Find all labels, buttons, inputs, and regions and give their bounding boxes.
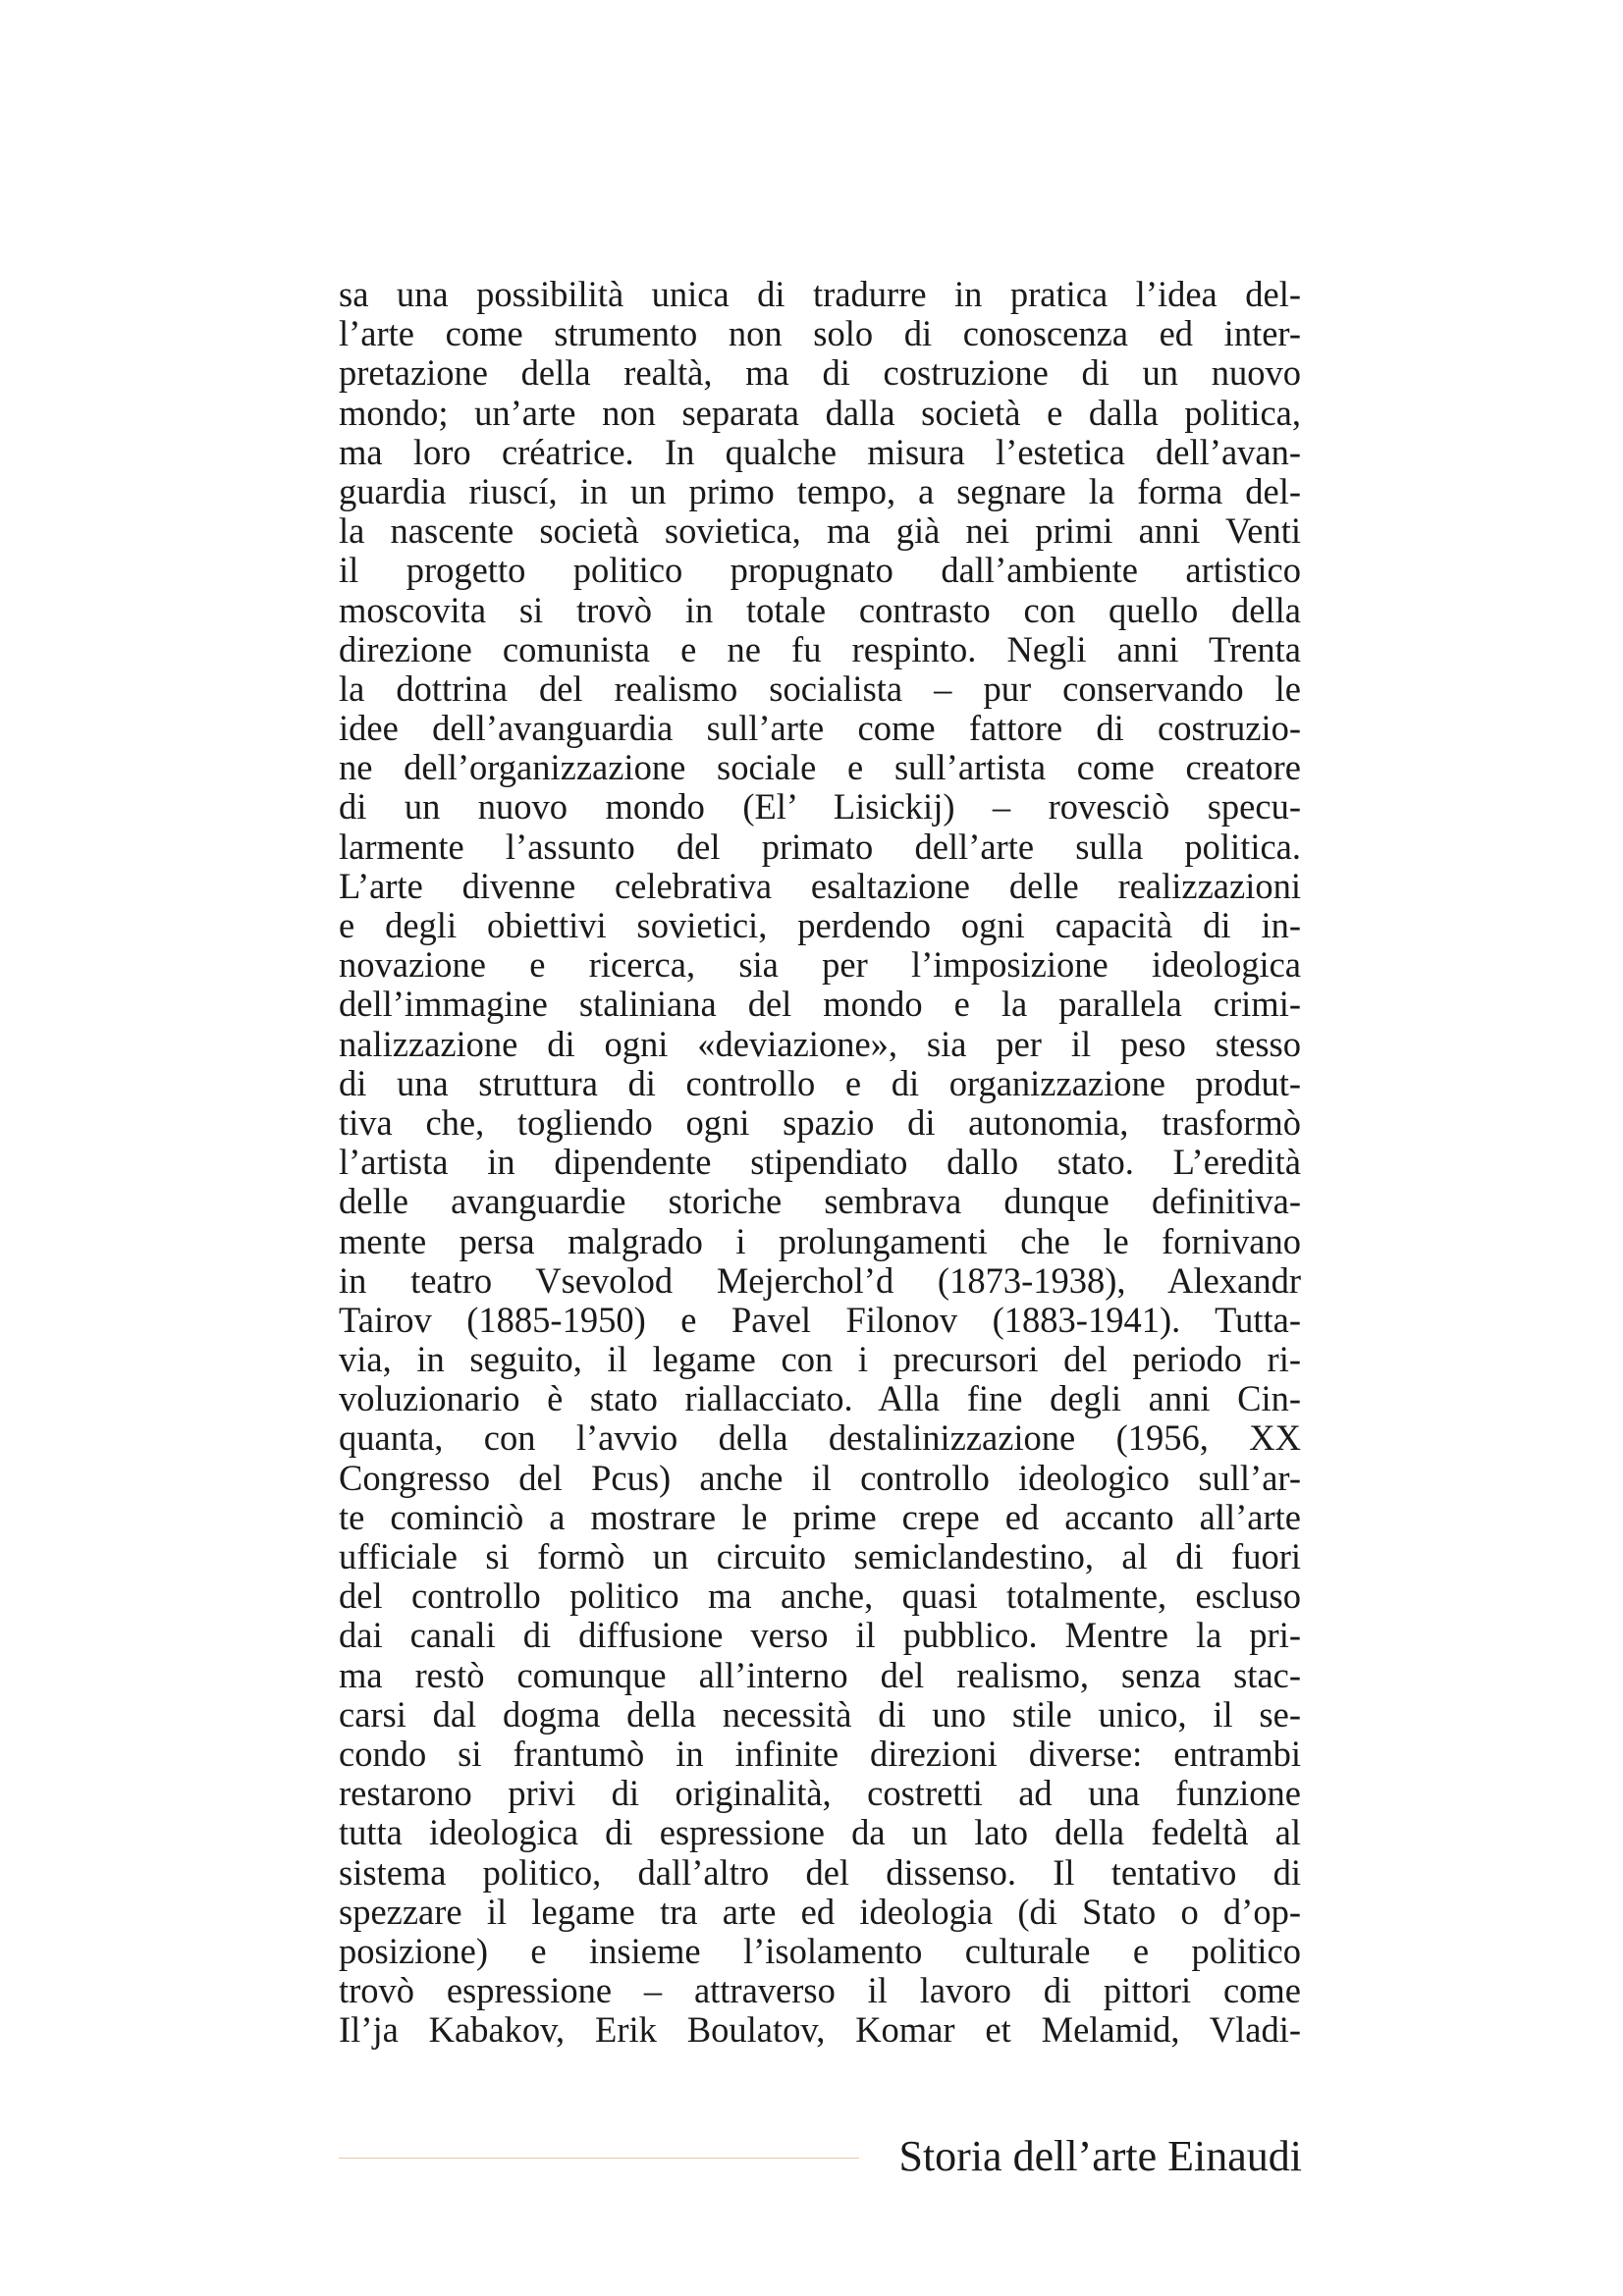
text-line: via, in seguito, il legame con i precursori del periodo ri- <box>339 1339 1301 1380</box>
text-line: L’arte divenne celebrativa esaltazione delle realizzazioni <box>339 865 1301 906</box>
text-line: trovò espressione – attraverso il lavoro di pittori come <box>339 1970 1301 2011</box>
text-line: dai canali di diffusione verso il pubblico. Mentre la pri- <box>339 1615 1301 1656</box>
text-line: ma restò comunque all’interno del realismo, senza stac- <box>339 1654 1301 1695</box>
text-line: il progetto politico propugnato dall’ambiente artistico <box>339 550 1301 591</box>
text-line: voluzionario è stato riallacciato. Alla fine degli anni Cin- <box>339 1378 1301 1419</box>
text-line: mente persa malgrado i prolungamenti che le fornivano <box>339 1220 1301 1261</box>
text-line: sa una possibilità unica di tradurre in pratica l’idea del- <box>339 274 1301 314</box>
text-line: l’artista in dipendente stipendiato dallo stato. L’eredità <box>339 1142 1301 1183</box>
text-line: novazione e ricerca, sia per l’imposizione ideologica <box>339 944 1301 986</box>
text-line: direzione comunista e ne fu respinto. Negli anni Trenta <box>339 628 1301 669</box>
body-text <box>339 275 1301 2050</box>
text-line: spezzare il legame tra arte ed ideologia (di Stato o d’op- <box>339 1891 1301 1932</box>
text-line: carsi dal dogma della necessità di uno stile unico, il se- <box>339 1693 1301 1735</box>
text-line: delle avanguardie storiche sembrava dunque definitiva- <box>339 1181 1301 1222</box>
text-line: quanta, con l’avvio della destalinizzazione (1956, XX <box>339 1417 1301 1459</box>
text-line: la dottrina del realismo socialista – pur conservando le <box>339 667 1301 709</box>
text-line: moscovita si trovò in totale contrasto con quello della <box>339 589 1301 630</box>
text-line: condo si frantumò in infinite direzioni diverse: entrambi <box>339 1733 1301 1774</box>
text-line: del controllo politico ma anche, quasi totalmente, escluso <box>339 1575 1301 1617</box>
text-line: dell’immagine staliniana del mondo e la parallela crimi- <box>339 984 1301 1025</box>
text-line: di una struttura di controllo e di organizzazione produt- <box>339 1062 1301 1103</box>
text-line: la nascente società sovietica, ma già nei primi anni Venti <box>339 510 1301 552</box>
text-line: ufficiale si formò un circuito semiclandestino, al di fuori <box>339 1536 1301 1576</box>
text-line: larmente l’assunto del primato dell’arte sulla politica. <box>339 826 1301 867</box>
text-line: restarono privi di originalità, costretti ad una funzione <box>339 1773 1301 1814</box>
text-line: idee dell’avanguardia sull’arte come fattore di costruzio- <box>339 708 1301 749</box>
text-line: in teatro Vsevolod Mejerchol’d (1873-1938), Alexandr <box>339 1259 1301 1301</box>
text-line: ne dell’organizzazione sociale e sull’artista come creatore <box>339 747 1301 788</box>
text-line: ma loro créatrice. In qualche misura l’estetica dell’avan- <box>339 431 1301 472</box>
text-line: l’arte come strumento non solo di conoscenza ed inter- <box>339 313 1301 354</box>
text-line: tutta ideologica di espressione da un lato della fedeltà al <box>339 1812 1301 1853</box>
text-line: pretazione della realtà, ma di costruzione di un nuovo <box>339 352 1301 394</box>
text-line: tiva che, togliendo ogni spazio di autonomia, trasformò <box>339 1101 1301 1143</box>
text-line: Tairov (1885-1950) e Pavel Filonov (1883-1941). Tutta- <box>339 1299 1301 1340</box>
text-line: Il’ja Kabakov, Erik Boulatov, Komar et Melamid, Vladi- <box>339 2009 1301 2051</box>
text-line: e degli obiettivi sovietici, perdendo ogni capacità di in- <box>339 905 1301 945</box>
text-line: di un nuovo mondo (El’ Lisickij) – rovesciò specu- <box>339 786 1301 828</box>
text-line: te cominciò a mostrare le prime crepe ed accanto all’arte <box>339 1496 1301 1537</box>
text-line: mondo; un’arte non separata dalla società e dalla politica, <box>339 392 1301 433</box>
text-line: Congresso del Pcus) anche il controllo ideologico sull’ar- <box>339 1457 1301 1498</box>
text-line: guardia riuscí, in un primo tempo, a segnare la forma del- <box>339 470 1301 511</box>
text-line: nalizzazione di ogni «deviazione», sia per il peso stesso <box>339 1023 1301 1064</box>
text-line: sistema politico, dall’altro del dissenso. Il tentativo di <box>339 1851 1301 1893</box>
footer-title: Storia dell’arte Einaudi <box>898 2132 1302 2180</box>
text-line: posizione) e insieme l’isolamento culturale e politico <box>339 1930 1301 1971</box>
footer-rule <box>339 2158 859 2159</box>
